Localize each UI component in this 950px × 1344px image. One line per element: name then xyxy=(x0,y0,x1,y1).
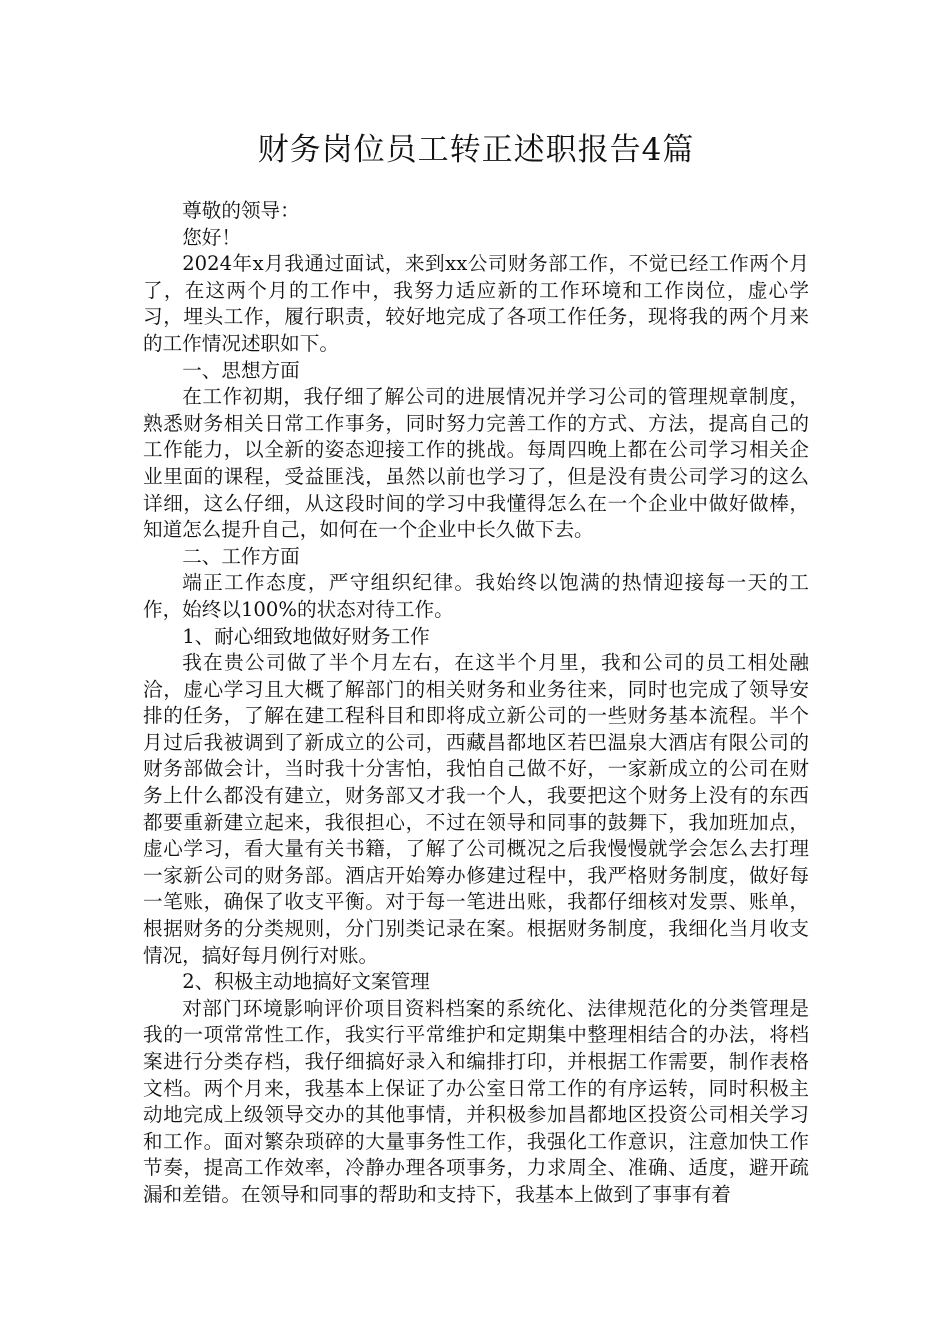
salutation: 尊敬的领导： xyxy=(182,199,300,222)
subheading-finance-work: 1、耐心细致地做好财务工作 xyxy=(182,624,430,648)
document-title: 财务岗位员工转正述职报告4篇 xyxy=(257,132,695,168)
document-page xyxy=(143,128,809,1209)
paragraph-work-attitude: 端正工作态度，严守组织纪律。我始终以饱满的热情迎接每一天的工作，始终以100%的状态对待工作。 xyxy=(143,571,809,621)
section-heading-thought: 一、思想方面 xyxy=(182,358,300,382)
paragraph-finance-work: 我在贵公司做了半个月左右，在这半个月里，我和公司的员工相处融洽，虚心学习且大概了解部门的相关财务和业务往来，同时也完成了领导安排的任务，了解在建工程科目和即将成立新公司的一些财务基本流程。半个月过后我被调到了新成立的公司，西藏昌都地区若巴温泉大酒店有限公司的财务部做会计，当时我十分害怕，我怕自己做不好，一家新成立的公司在财务上什么都没有建立，财务部又才我一个人，我要把这个财务上没有的东西都要重新建立起来，我很担心，不过在领导和同事的鼓舞下，我加班加点，虚心学习，看大量有关书籍，了解了公司概况之后我慢慢就学会怎么去打理一家新公司的财务部。酒店开始筹办修建过程中，我严格财务制度，做好每一笔账，确保了收支平衡。对于每一笔进出账，我都仔细核对发票、账单，根据财务的分类规则，分门别类记录在案。根据财务制度，我细化当月收支情况，搞好每月例行对账。 xyxy=(143,651,809,967)
paragraph-thought: 在工作初期，我仔细了解公司的进展情况并学习公司的管理规章制度，熟悉财务相关日常工作事务，同时努力完善工作的方式、方法，提高自己的工作能力，以全新的姿态迎接工作的挑战。每周四晚上都在公司学习相关企业里面的课程，受益匪浅，虽然以前也学习了，但是没有贵公司学习的这么详细，这么仔细，从这段时间的学习中我懂得怎么在一个企业中做好做棒，知道怎么提升自己，如何在一个企业中长久做下去。 xyxy=(143,385,809,542)
intro-paragraph: 2024年x月我通过面试，来到xx公司财务部工作，不觉已经工作两个月了，在这两个月的工作中，我努力适应新的工作环境和工作岗位，虚心学习，埋头工作，履行职责，较好地完成了各项工作任务，现将我的两个月来的工作情况述职如下。 xyxy=(143,252,809,355)
paragraph-document-management: 对部门环境影响评价项目资料档案的系统化、法律规范化的分类管理是我的一项常常性工作，我实行平常维护和定期集中整理相结合的办法，将档案进行分类存档，我仔细搞好录入和编排打印，并根据工作需要，制作表格文档。两个月来，我基本上保证了办公室日常工作的有序运转，同时积极主动地完成上级领导交办的其他事情，并积极参加昌都地区投资公司相关学习和工作。面对繁杂琐碎的大量事务性工作，我强化工作意识，注意加快工作节奏，提高工作效率，冷静办理各项事务，力求周全、准确、适度，避开疏漏和差错。在领导和同事的帮助和支持下，我基本上做到了事事有着 xyxy=(143,996,809,1206)
subheading-document-management: 2、积极主动地搞好文案管理 xyxy=(182,970,430,994)
section-heading-work: 二、工作方面 xyxy=(182,544,300,568)
greeting: 您好！ xyxy=(182,225,241,249)
document-body xyxy=(143,198,809,1209)
